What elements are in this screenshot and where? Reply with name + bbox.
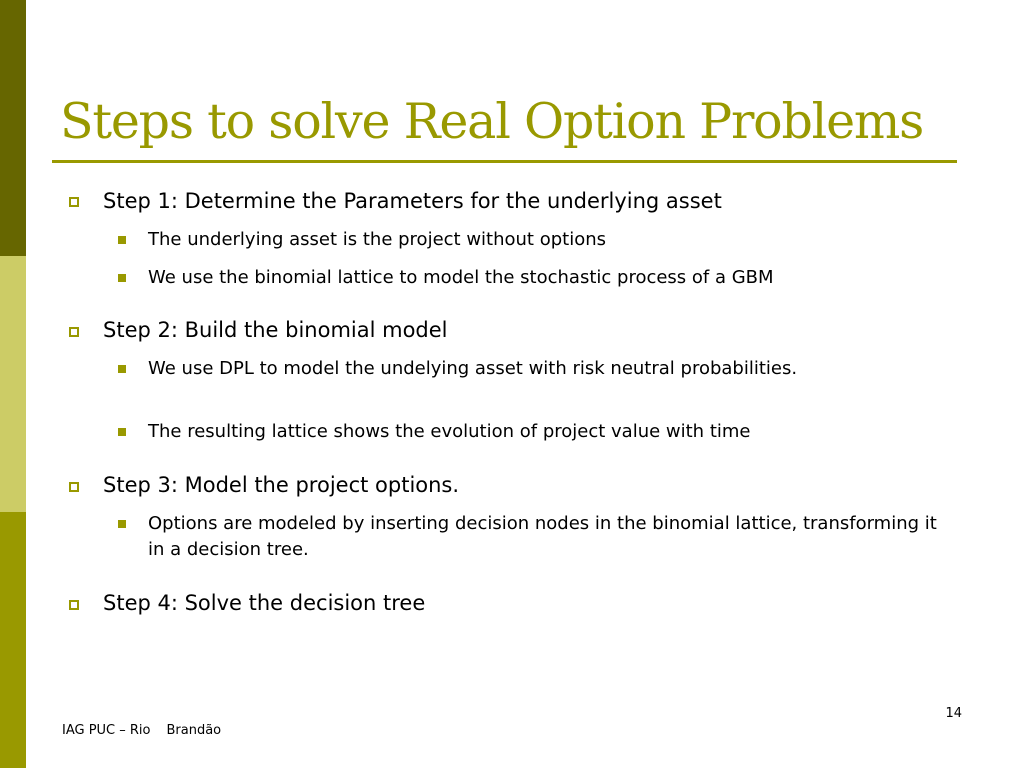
- square-bullet-icon: [118, 365, 126, 373]
- square-bullet-icon: [118, 428, 126, 436]
- step-4-label: Step 4: Solve the decision tree: [103, 591, 426, 615]
- step-2-label: Step 2: Build the binomial model: [103, 318, 448, 342]
- footer-organization: IAG PUC – Rio: [62, 723, 151, 738]
- side-bar-middle: [0, 256, 26, 512]
- footer-author: Brandão: [166, 723, 222, 738]
- side-bar-top: [0, 0, 26, 256]
- square-bullet-icon: [118, 520, 126, 528]
- step-2-point-1: We use DPL to model the undelying asset with risk neutral probabilities.: [148, 358, 798, 379]
- square-bullet-icon: [118, 236, 126, 244]
- slide-title: Steps to solve Real Option Problems: [60, 93, 924, 150]
- square-bullet-icon: [118, 274, 126, 282]
- hollow-square-bullet-icon: [69, 197, 79, 207]
- step-2-point-2: The resulting lattice shows the evolution of project value with time: [148, 421, 751, 442]
- step-1-point-1: The underlying asset is the project without options: [148, 229, 607, 250]
- side-bar-bottom: [0, 512, 26, 768]
- page-number: 14: [945, 706, 962, 721]
- hollow-square-bullet-icon: [69, 327, 79, 337]
- step-3-point-1: Options are modeled by inserting decision nodes in the binomial lattice, transforming it in a decision tree.: [148, 513, 937, 560]
- hollow-square-bullet-icon: [69, 600, 79, 610]
- step-1-label: Step 1: Determine the Parameters for the underlying asset: [103, 189, 722, 213]
- footer: [62, 722, 221, 740]
- title-underline: [52, 160, 957, 163]
- hollow-square-bullet-icon: [69, 482, 79, 492]
- step-1-point-2: We use the binomial lattice to model the stochastic process of a GBM: [148, 267, 774, 288]
- step-3-label: Step 3: Model the project options.: [103, 473, 460, 497]
